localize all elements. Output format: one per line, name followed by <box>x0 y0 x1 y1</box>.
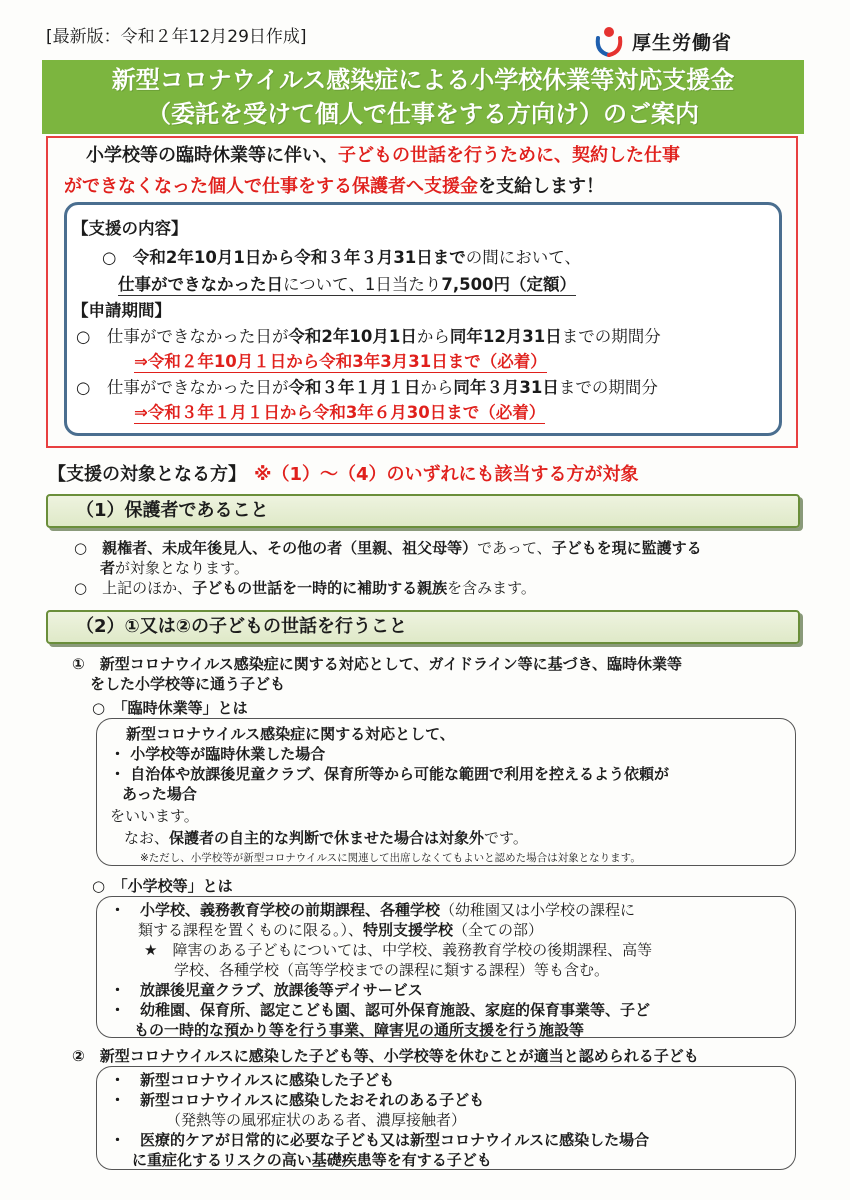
support-content-line-1 <box>102 244 581 268</box>
school-star-line-2: 学校、各種学校（高等学校までの課程に類する課程）等も含む。 <box>174 961 610 979</box>
period-1-a: ○ 仕事ができなかった日が <box>76 327 289 346</box>
closure-small-note: ※ただし、小学校等が新型コロナウイルスに関連して出席しなくてもよいと認めた場合は対象となります。 <box>140 852 641 864</box>
ministry-logo <box>592 24 732 58</box>
item-1-line-1: ① 新型コロナウイルス感染症に関する対応として、ガイドライン等に基づき、臨時休業等 <box>72 655 683 673</box>
section-2-header: （2）①又は②の子どもの世話を行うこと <box>46 610 800 644</box>
period-2-b: 令和３年１月１日 <box>288 378 421 397</box>
item-1-line-2: をした小学校等に通う子ども <box>90 675 286 693</box>
school-bullet-3-line-2: もの一時的な預かり等を行う事業、障害児の通所支援を行う施設等 <box>134 1021 585 1039</box>
relative-suffix: を含みます。 <box>447 579 536 597</box>
edition-date: [最新版：令和２年12月29日作成] <box>46 27 307 47</box>
relative-text: 子どもの世話を一時的に補助する親族 <box>192 579 448 597</box>
title-line-2: （委託を受けて個人で仕事をする方向け）のご案内 <box>147 100 699 128</box>
period-1-b: 令和2年10月1日 <box>288 327 417 346</box>
support-amount: 7,500円（定額） <box>441 275 577 294</box>
period-2-c: から <box>420 378 454 397</box>
ministry-emblem-icon <box>592 24 626 58</box>
title-banner <box>42 60 804 134</box>
closure-note-suffix: です。 <box>484 829 528 847</box>
school-bullet-2: ・ 放課後児童クラブ、放課後等デイサービス <box>110 981 423 999</box>
guardian-subject: 者 <box>100 559 116 577</box>
guardian-eligible: が対象となります。 <box>115 559 249 577</box>
support-day-mid: について、1日当たり <box>283 275 442 294</box>
closure-note-prefix: なお、 <box>124 829 170 847</box>
application-period-2 <box>76 374 658 398</box>
closure-heading: ○ 「臨時休業等」とは <box>92 699 248 717</box>
support-period-text: ○ 令和2年10月1日から令和３年３月31日まで <box>102 248 466 267</box>
infection-bullet-2: ・ 新型コロナウイルスに感染したおそれのある子ども <box>110 1091 485 1109</box>
application-period-heading: 【申請期間】 <box>72 301 171 320</box>
guardian-connector: であって、 <box>477 539 552 557</box>
closure-definition-end: をいいます。 <box>110 807 199 825</box>
support-period-suffix: の間において、 <box>465 248 581 267</box>
period-2-a: ○ 仕事ができなかった日が <box>76 378 289 397</box>
school-bullet-3-line-1: ・ 幼稚園、保育所、認定こども園、認可外保育施設、家庭的保育事業等、子ど <box>110 1001 651 1019</box>
title-line-1: 新型コロナウイルス感染症による小学校休業等対応支援金 <box>111 66 735 94</box>
target-heading <box>48 460 639 486</box>
school-types-note: （幼稚園又は小学校の課程に <box>440 901 636 919</box>
closure-intro: 新型コロナウイルス感染症に関する対応として、 <box>126 725 455 743</box>
section-1-bullet-2: ○ 上記のほか、子どもの世話を一時的に補助する親族を含みます。 <box>74 579 536 597</box>
relative-prefix: 上記のほか、 <box>102 579 193 597</box>
intro-highlight: ができなくなった個人で仕事をする保護者へ支援金 <box>64 176 478 197</box>
support-content-heading: 【支援の内容】 <box>72 219 188 238</box>
intro-text <box>64 140 792 202</box>
school-bullet-1-line-2 <box>138 920 543 940</box>
application-deadline-2: ⇒令和３年１月１日から令和3年６月30日まで（必着） <box>134 399 545 424</box>
intro-highlight: 子どもの世話を行うために、契約した仕事 <box>338 145 680 166</box>
closure-bullet-2-line-2: あった場合 <box>122 785 197 803</box>
ministry-name: 厚生労働省 <box>632 31 733 54</box>
support-day-text: 仕事ができなかった日 <box>118 275 283 294</box>
school-heading: ○ 「小学校等」とは <box>92 877 233 895</box>
school-types-note-cont: 類する課程を置くものに限る。）、 <box>138 921 364 939</box>
guardian-custody: 子どもを現に監護する <box>551 539 702 557</box>
school-types: ・ 小学校、義務教育学校の前期課程、各種学校 <box>110 901 441 919</box>
section-1-bullet-1: ○ 親権者、未成年後見人、その他の者（里親、祖父母等）であって、子どもを現に監護する 者が対象となります。 <box>74 539 702 577</box>
special-school: 特別支援学校 <box>363 921 454 939</box>
application-period-1 <box>76 323 661 347</box>
intro-part: 小学校等の臨時休業等に伴い、 <box>86 145 338 166</box>
school-star-line-1: ★ 障害のある子どもについては、中学校、義務教育学校の後期課程、高等 <box>144 941 653 959</box>
target-heading-text: 【支援の対象となる方】 <box>48 464 246 485</box>
closure-bullet-2-line-1: ・ 自治体や放課後児童クラブ、保育所等から可能な範囲で利用を控えるよう依頼が <box>110 765 670 783</box>
period-1-d: 同年12月31日 <box>449 327 562 346</box>
intro-part: を支給します！ <box>478 176 604 197</box>
closure-bullet-1: ・ 小学校等が臨時休業した場合 <box>110 745 326 763</box>
section-1-header: （1）保護者であること <box>46 494 800 528</box>
closure-note <box>124 828 528 848</box>
special-school-note: （全ての部） <box>453 921 544 939</box>
infection-bullet-2-sub: （発熱等の風邪症状のある者、濃厚接触者） <box>166 1111 467 1129</box>
application-deadline-1: ⇒令和２年10月１日から令和3年3月31日まで（必着） <box>134 348 547 373</box>
infection-bullet-3-line-1: ・ 医療的ケアが日常的に必要な子ども又は新型コロナウイルスに感染した場合 <box>110 1131 650 1149</box>
period-2-d: 同年３月31日 <box>453 378 559 397</box>
school-bullet-1-line-1 <box>110 900 635 920</box>
target-note: ※（1）～（4）のいずれにも該当する方が対象 <box>254 464 639 485</box>
infection-bullet-1: ・ 新型コロナウイルスに感染した子ども <box>110 1071 395 1089</box>
infection-bullet-3-line-2: に重症化するリスクの高い基礎疾患等を有する子ども <box>132 1151 492 1169</box>
period-1-c: から <box>416 327 450 346</box>
item-2: ② 新型コロナウイルスに感染した子ども等、小学校等を休むことが適当と認められる子ども <box>72 1047 699 1065</box>
closure-note-excluded: 保護者の自主的な判断で休ませた場合は対象外 <box>169 829 485 847</box>
period-2-e: までの期間分 <box>558 378 658 397</box>
guardian-types: 親権者、未成年後見人、その他の者（里親、祖父母等） <box>102 539 478 557</box>
period-1-e: までの期間分 <box>561 327 661 346</box>
support-content-line-2 <box>118 271 576 296</box>
